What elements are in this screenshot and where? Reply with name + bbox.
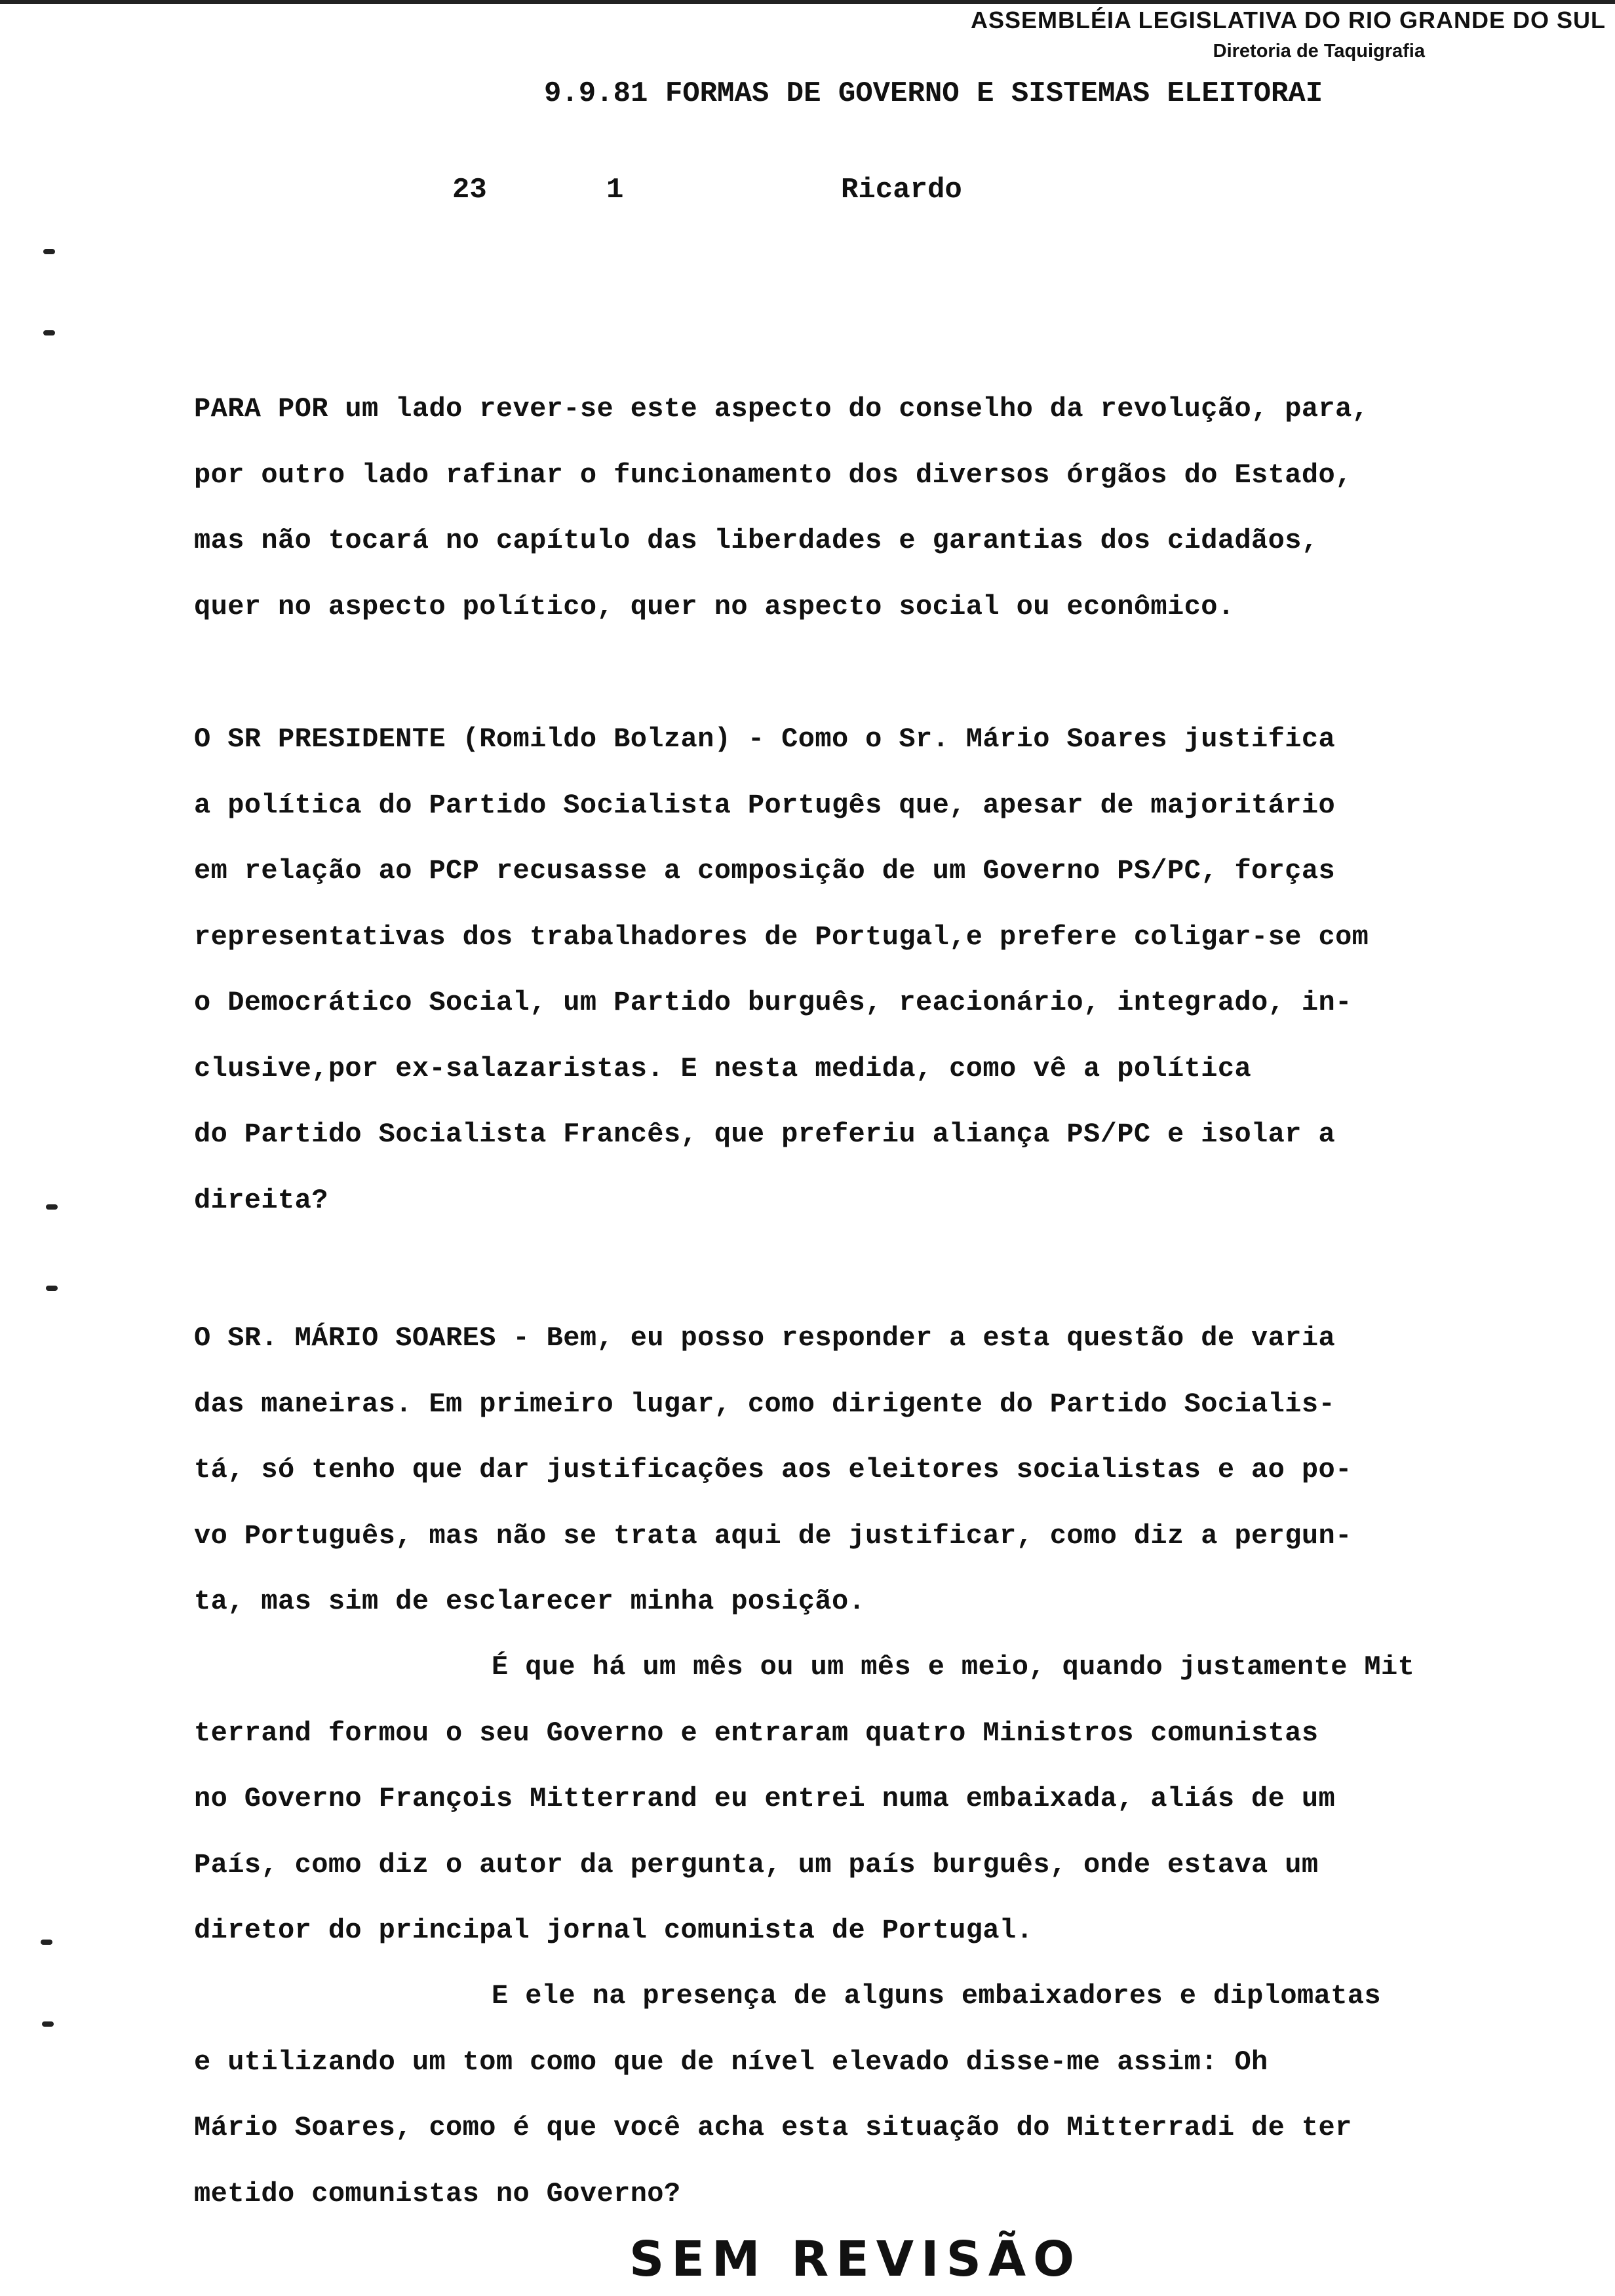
top-rule <box>0 0 1615 4</box>
text-line: por outro lado rafinar o funcionamento dos diversos órgãos do Estado, <box>194 459 1352 491</box>
page-number: 23 <box>452 174 487 206</box>
paragraph-3 <box>194 1305 1352 1635</box>
paragraph-1 <box>194 376 1369 640</box>
text-line: do Partido Socialista Francês, que preferiu aliança PS/PC e isolar a <box>194 1119 1336 1150</box>
margin-mark <box>42 2021 54 2027</box>
sequence-number: 1 <box>606 174 624 206</box>
text-line: mas não tocará no capítulo das liberdades e garantias dos cidadãos, <box>194 525 1319 556</box>
text-line: vo Português, mas não se trata aqui de justificar, como diz a pergun- <box>194 1520 1352 1552</box>
text-line: PARA POR um lado rever-se este aspecto do conselho da revolução, para, <box>194 393 1369 425</box>
margin-mark <box>43 330 55 335</box>
text-line: É que há um mês ou um mês e meio, quando justamente Mit <box>492 1651 1415 1683</box>
text-line: País, como diz o autor da pergunta, um país burguês, onde estava um <box>194 1848 1319 1881</box>
text-line: E ele na presença de alguns embaixadores e diplomatas <box>492 1980 1382 2012</box>
text-line: e utilizando um tom como que de nível elevado disse-me assim: Oh <box>194 2046 1268 2078</box>
text-line: Mário Soares, como é que você acha esta situação do Mitterradi de ter <box>194 2112 1352 2143</box>
text-line: representativas dos trabalhadores de Portugal,e prefere coligar-se com <box>194 921 1369 953</box>
paragraph-4 <box>194 1634 1414 1964</box>
text-line: terrand formou o seu Governo e entraram quatro Ministros comunistas <box>194 1717 1319 1749</box>
department-header: Diretoria de Taquigrafia <box>1213 41 1425 62</box>
stenographer-name: Ricardo <box>841 174 962 206</box>
text-line: ta, mas sim de esclarecer minha posição. <box>194 1586 866 1617</box>
text-line: diretor do principal jornal comunista de Portugal. <box>194 1915 1034 1946</box>
text-line: no Governo François Mitterrand eu entrei numa embaixada, aliás de um <box>194 1783 1336 1814</box>
text-line: metido comunistas no Governo? <box>194 2177 681 2210</box>
margin-mark <box>46 1286 58 1291</box>
text-line: o Democrático Social, um Partido burguês, reacionário, integrado, in- <box>194 987 1352 1018</box>
paragraph-5 <box>194 1963 1381 2227</box>
document-title: 9.9.81 FORMAS DE GOVERNO E SISTEMAS ELEITORAI <box>544 77 1323 110</box>
margin-mark <box>43 249 55 254</box>
text-line: tá, só tenho que dar justificações aos eleitores socialistas e ao po- <box>194 1454 1352 1485</box>
margin-mark <box>46 1204 58 1210</box>
text-line: O SR PRESIDENTE (Romildo Bolzan) - Como o Sr. Mário Soares justifica <box>194 723 1336 755</box>
paragraph-2 <box>194 706 1369 1233</box>
organization-header: ASSEMBLÉIA LEGISLATIVA DO RIO GRANDE DO SUL <box>970 7 1606 33</box>
text-line: das maneiras. Em primeiro lugar, como dirigente do Partido Socialis- <box>194 1388 1336 1420</box>
margin-mark <box>41 1940 52 1945</box>
text-line: a política do Partido Socialista Portugês que, apesar de majoritário <box>194 789 1336 821</box>
text-line: direita? <box>194 1184 328 1216</box>
no-revision-stamp: SEM REVISÃO <box>629 2231 1082 2287</box>
text-line: quer no aspecto político, quer no aspecto social ou econômico. <box>194 590 1235 622</box>
text-line: clusive,por ex-salazaristas. E nesta medida, como vê a política <box>194 1052 1252 1084</box>
text-line: O SR. MÁRIO SOARES - Bem, eu posso responder a esta questão de varia <box>194 1322 1336 1354</box>
text-line: em relação ao PCP recusasse a composição de um Governo PS/PC, forças <box>194 855 1336 887</box>
